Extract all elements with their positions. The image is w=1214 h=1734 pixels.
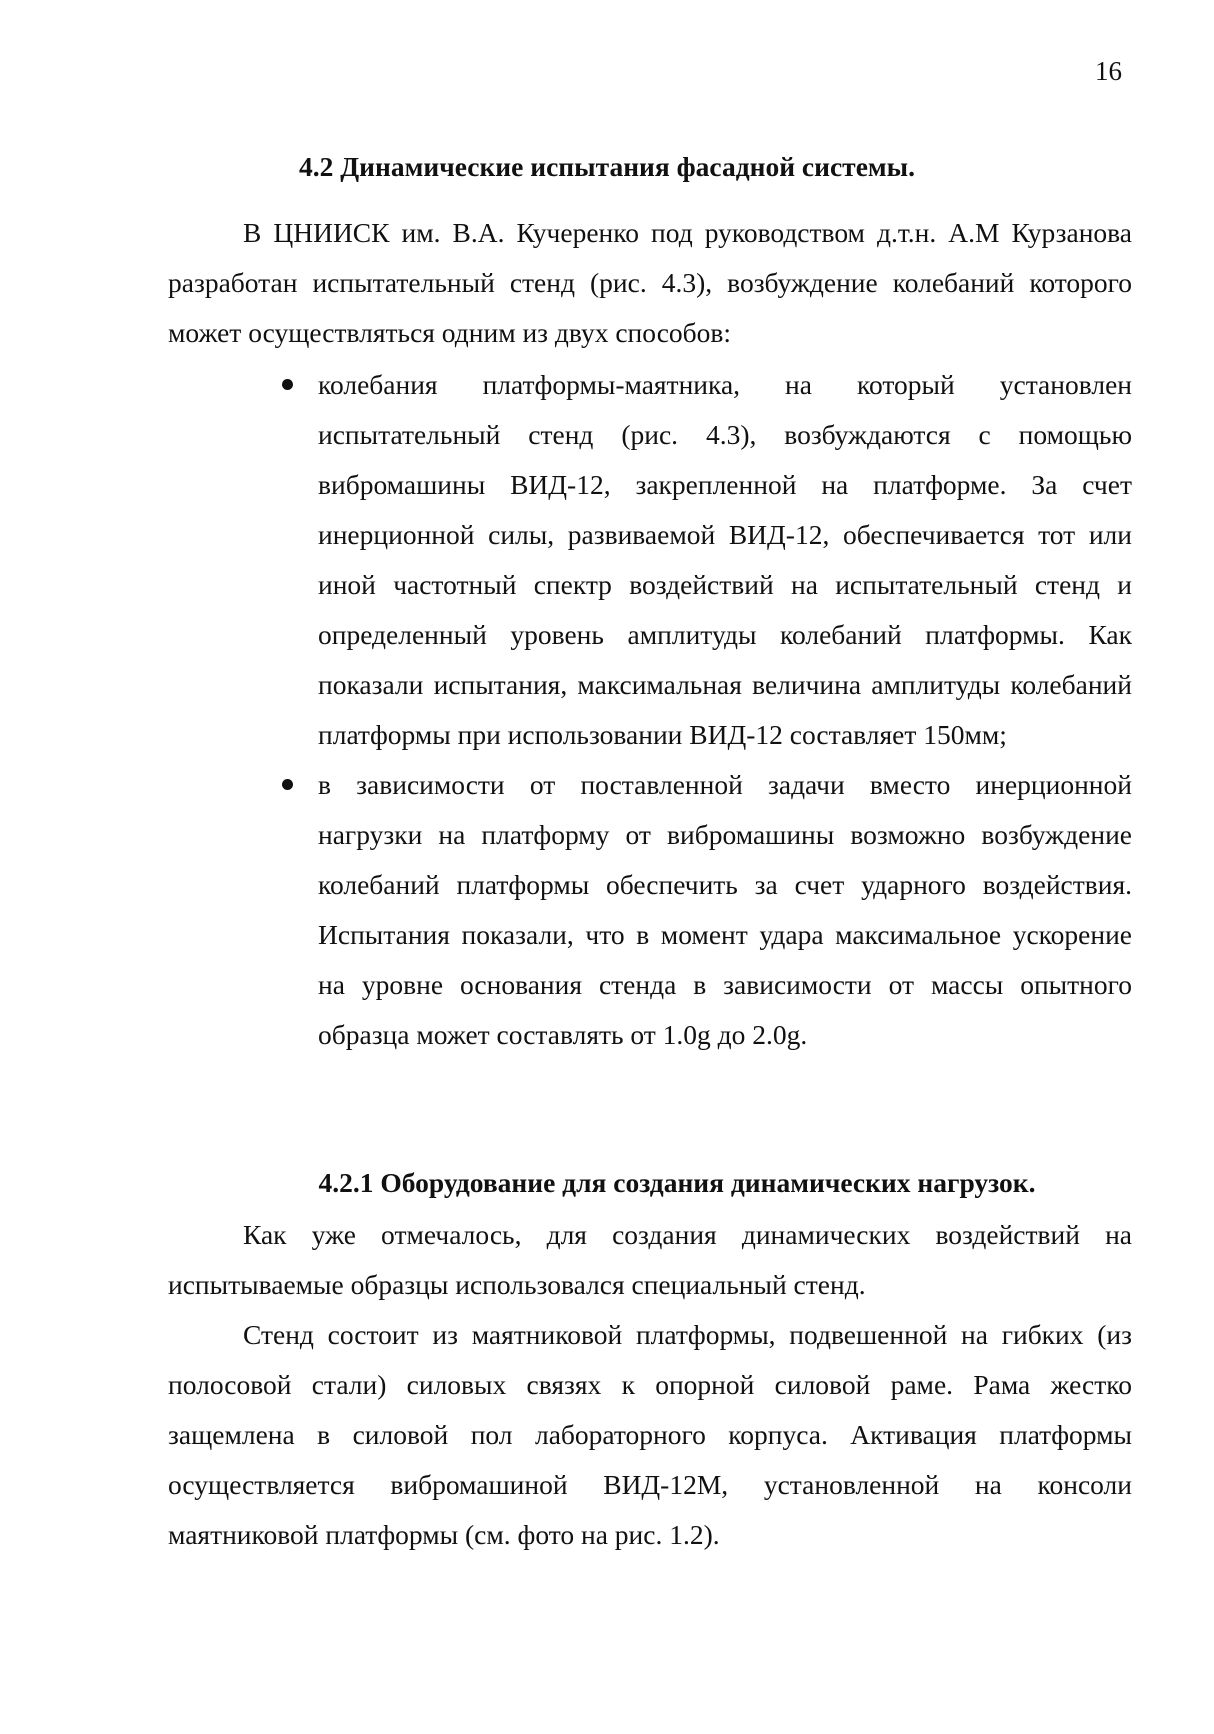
list-item [318, 360, 1132, 760]
list-item-text: колебания платформы-маятника, на который установлен испытательный стенд (рис. 4.3), возбуждаются с помощью вибромашины ВИД-12, закрепленной на платформе. За счет инерционной силы, развиваемой ВИД-12, обеспечивается тот или иной частотный спектр воздействий на испытательный стенд и определенный уровень амплитуды колебаний платформы. Как показали испытания, максимальная величина амплитуды колебаний платформы при использовании ВИД-12 составляет 150мм; [318, 369, 1132, 750]
intro-paragraph: В ЦНИИСК им. В.А. Кучеренко под руководством д.т.н. А.М Курзанова разработан испытательный стенд (рис. 4.3), возбуждение колебаний которого может осуществляться одним из двух способов: [168, 217, 1132, 348]
page-number: 16 [1095, 56, 1122, 86]
subsection-heading [100, 1166, 1214, 1200]
paragraph: Стенд состоит из маятниковой платформы, подвешенной на гибких (из полосовой стали) силовых связях к опорной силовой раме. Рама жестко защемлена в силовой пол лабораторного корпуса. Активация платформы осуществляется вибромашиной ВИД-12М, установленной на консоли маятниковой платформы (см. фото на рис. 1.2). [168, 1319, 1132, 1550]
paragraph: Как уже отмечалось, для создания динамических воздействий на испытываемые образцы использовался специальный стенд. [168, 1219, 1132, 1300]
subsection-body [168, 1210, 1132, 1560]
intro-block [168, 208, 1132, 358]
subsection-heading-text: 4.2.1 Оборудование для создания динамических нагрузок. [318, 1167, 1036, 1198]
list-item-text: в зависимости от поставленной задачи вместо инерционной нагрузки на платформу от вибромашины возможно возбуждение колебаний платформы обеспечить за счет ударного воздействия. Испытания показали, что в момент удара максимальное ускорение на уровне основания стенда в зависимости от массы опытного образца может составлять от 1.0g до 2.0g. [318, 769, 1132, 1050]
bullet-icon [282, 379, 293, 390]
methods-list [318, 360, 1132, 1060]
list-item [318, 760, 1132, 1060]
section-heading: 4.2 Динамические испытания фасадной системы. [299, 151, 915, 182]
bullet-icon [282, 779, 293, 790]
